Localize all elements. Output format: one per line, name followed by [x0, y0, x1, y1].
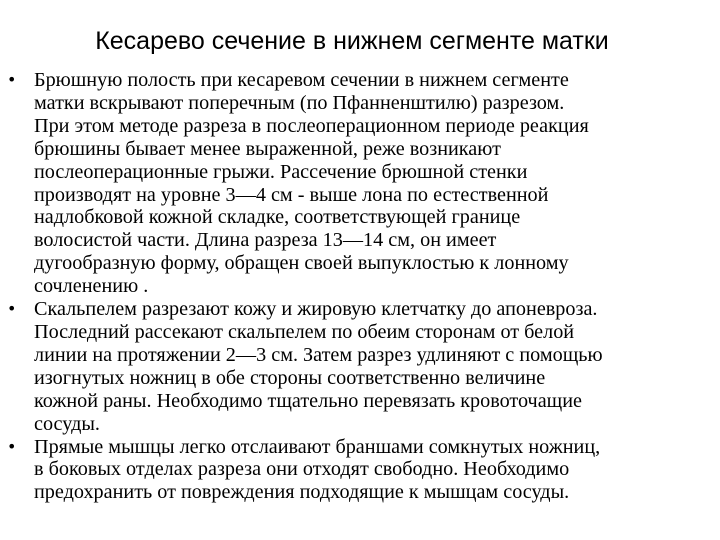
text-line: кожной раны. Необходимо тщательно перевязать кровоточащие: [34, 389, 582, 412]
text-line: послеоперационные грыжи. Рассечение брюшной стенки: [34, 160, 528, 183]
text-line: волосистой части. Длина разреза 13—14 см, он имеет: [34, 229, 497, 252]
bullet-icon: •: [7, 70, 17, 89]
text-line: матки вскрывают поперечным (по Пфанненштилю) разрезом.: [34, 91, 565, 114]
text-line: брюшины бывает менее выраженной, реже возникают: [34, 137, 501, 160]
text-line: производят на уровне 3—4 см - выше лона по естественной: [34, 183, 549, 206]
text-line: Последний рассекают скальпелем по обеим сторонам от белой: [34, 320, 575, 343]
text-line: в боковых отделах разреза они отходят свободно. Необходимо: [34, 458, 570, 481]
bullet-list: [0, 69, 720, 504]
bullet-text: [34, 436, 714, 505]
text-line: надлобковой кожной складке, соответствующей границе: [34, 206, 521, 229]
bullet-item: [0, 69, 720, 298]
text-line: линии на протяжении 2—3 см. Затем разрез удлиняют с помощью: [34, 343, 603, 366]
bullet-text: [34, 69, 714, 298]
text-line: сосуды.: [34, 412, 100, 435]
bullet-icon: •: [7, 299, 17, 319]
bullet-item: [0, 298, 720, 435]
text-line: Брюшную полость при кесаревом сечении в нижнем сегменте: [34, 69, 569, 91]
bullet-item: [0, 436, 720, 505]
bullet-icon: •: [7, 436, 17, 456]
text-line: предохранить от повреждения подходящие к мышцам сосуды.: [34, 481, 570, 504]
text-line: Скальпелем разрезают кожу и жировую клетчатку до апоневроза.: [34, 298, 598, 321]
text-line: Прямые мышцы легко отслаивают браншами сомкнутых ножниц,: [34, 435, 601, 458]
text-line: сочленению .: [34, 275, 149, 298]
text-line: изогнутых ножниц в обе стороны соответственно величине: [34, 366, 546, 389]
text-line: дугообразную форму, обращен своей выпуклостью к лонному: [34, 252, 569, 275]
slide-title: [0, 26, 720, 56]
bullet-text: [34, 298, 714, 435]
slide-title-text: Кесарево сечение в нижнем сегменте матки: [95, 27, 609, 55]
text-line: При этом методе разреза в послеоперационном периоде реакция: [34, 114, 589, 137]
